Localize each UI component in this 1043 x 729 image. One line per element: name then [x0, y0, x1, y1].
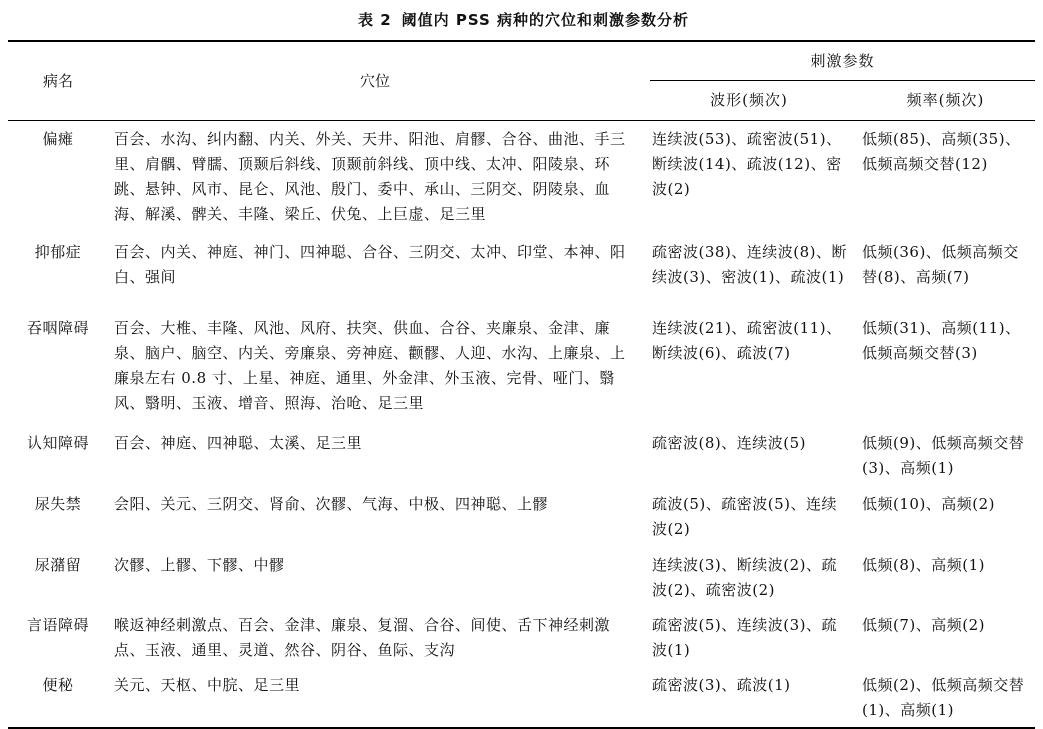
header-disease: 病名	[8, 41, 108, 121]
disease-name: 尿失禁	[34, 495, 82, 513]
acupoint-list: 百会、神庭、四神聪、太溪、足三里	[114, 434, 363, 452]
acupoint-list: 百会、大椎、丰隆、风池、风府、扶突、供血、合谷、夹廉泉、金津、廉泉、脑户、脑空、内关、旁廉泉、旁神庭、颧髎、人迎、水沟、上廉泉、上廉泉左右 0.8 寸、上星、神庭、通里、外金津、外玉液、完骨、哑门、翳风、翳明、玉液、增音、照海、治呛、足三里	[114, 319, 626, 412]
table-row	[8, 121, 1035, 235]
table-row	[8, 667, 1035, 728]
frequency-cell: 低频(36)、低频高频交替(8)、高频(7)	[862, 243, 1019, 286]
table-row	[8, 486, 1035, 547]
acupoint-list: 百会、内关、神庭、神门、四神聪、合谷、三阴交、太冲、印堂、本神、阳白、强间	[114, 243, 626, 286]
disease-name: 认知障碍	[26, 434, 89, 452]
disease-name: 便秘	[8, 667, 108, 728]
table-row	[8, 425, 1035, 486]
waveform-cell: 连续波(21)、疏密波(11)、断续波(6)、疏波(7)	[652, 319, 842, 362]
acupoint-list: 次髎、上髎、下髎、中髎	[114, 556, 285, 574]
frequency-cell: 低频(9)、低频高频交替(3)、高频(1)	[862, 434, 1025, 477]
frequency-cell: 低频(2)、低频高频交替(1)、高频(1)	[856, 667, 1035, 728]
header-waveform: 波形(频次)	[642, 80, 856, 120]
header-frequency: 频率(频次)	[856, 80, 1035, 120]
table-caption	[8, 9, 1035, 31]
frequency-cell: 低频(8)、高频(1)	[862, 556, 985, 574]
disease-name: 尿潴留	[34, 556, 82, 574]
waveform-cell: 连续波(53)、疏密波(51)、断续波(14)、疏波(12)、密波(2)	[652, 130, 842, 198]
disease-name: 言语障碍	[26, 616, 89, 634]
table-title: 阈值内 PSS 病种的穴位和刺激参数分析	[401, 11, 690, 29]
waveform-cell: 疏密波(38)、连续波(8)、断续波(3)、密波(1)、疏波(1)	[652, 243, 848, 286]
disease-name: 吞咽障碍	[26, 319, 89, 337]
disease-name: 抑郁症	[34, 243, 82, 261]
waveform-cell: 疏密波(3)、疏波(1)	[642, 667, 856, 728]
acupoint-list: 会阳、关元、三阴交、肾俞、次髎、气海、中极、四神聪、上髎	[114, 495, 549, 513]
acupoint-list: 喉返神经刺激点、百会、金津、廉泉、复溜、合谷、间使、舌下神经刺激点、玉液、通里、灵道、然谷、阴谷、鱼际、支沟	[114, 616, 611, 659]
header-acupoints: 穴位	[108, 41, 642, 121]
disease-name: 偏瘫	[42, 130, 74, 148]
table-number: 表 2	[357, 11, 392, 29]
document-page	[8, 0, 1035, 726]
header-row	[8, 41, 1035, 80]
frequency-cell: 低频(31)、高频(11)、低频高频交替(3)	[862, 319, 1021, 362]
acupoint-parameter-table	[8, 40, 1035, 729]
acupoint-list: 百会、水沟、纠内翻、内关、外关、天井、阳池、肩髎、合谷、曲池、手三里、肩髃、臂臑、顶颞后斜线、顶颞前斜线、顶中线、太冲、阳陵泉、环跳、悬钟、风市、昆仑、风池、殷门、委中、承山、三阴交、阴陵泉、血海、解溪、髀关、丰隆、梁丘、伏兔、上巨虚、足三里	[114, 130, 626, 223]
waveform-cell: 疏密波(5)、连续波(3)、疏波(1)	[652, 616, 837, 659]
table-row	[8, 607, 1035, 667]
acupoint-list: 关元、天枢、中脘、足三里	[108, 667, 642, 728]
table-row	[8, 310, 1035, 425]
frequency-cell: 低频(85)、高频(35)、低频高频交替(12)	[862, 130, 1021, 173]
table-row	[8, 234, 1035, 310]
header-stimulation-params: 刺激参数	[642, 41, 1035, 80]
table-row	[8, 547, 1035, 607]
waveform-cell: 疏波(5)、疏密波(5)、连续波(2)	[652, 495, 837, 538]
frequency-cell: 低频(7)、高频(2)	[862, 616, 985, 634]
waveform-cell: 连续波(3)、断续波(2)、疏波(2)、疏密波(2)	[652, 556, 837, 599]
waveform-cell: 疏密波(8)、连续波(5)	[652, 434, 806, 452]
frequency-cell: 低频(10)、高频(2)	[862, 495, 996, 513]
